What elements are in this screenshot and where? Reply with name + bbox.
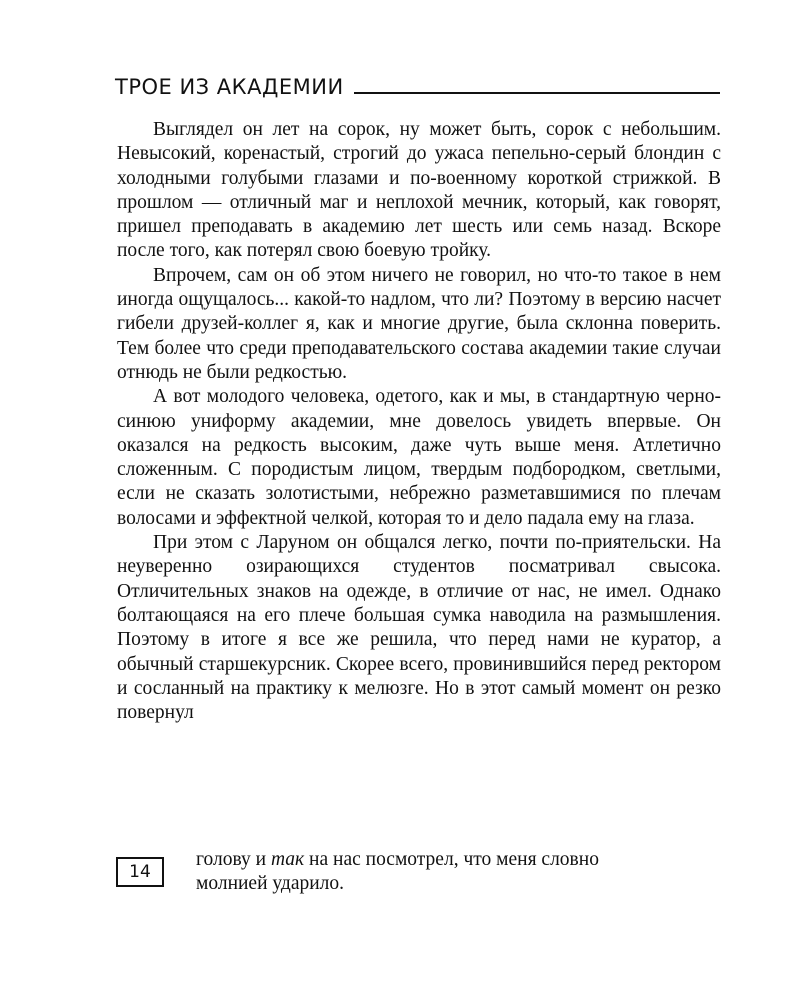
emphasized-word: так <box>270 849 305 870</box>
paragraph-4: При этом с Ларуном он общался легко, почти по-приятельски. На неуверенно озирающихся студентов посматривал свысока. Отличительных знаков на одежде, в отличие от нас, не имел. Однако болтающаяся на его плече большая сумка наводила на размышления. Поэтому в итоге я все же решила, что перед нами не куратор, а обычный старшекурсник. Скорее всего, провинившийся перед ректором и сосланный на практику к мелюзге. Но в этот самый момент он резко повернул <box>117 532 721 724</box>
continuation-line-1 <box>196 848 721 872</box>
continuation-line-2: молнией ударило. <box>196 873 345 895</box>
running-header <box>115 74 720 100</box>
paragraph-2: Впрочем, сам он об этом ничего не говорил, но что-то такое в нем иногда ощущалось... какой-то надлом, что ли? Поэтому в версию насчет гибели друзей-коллег я, как и многие другие, была склонна поверить. Тем более что среди преподавательского состава академии такие случаи отнюдь не были редкостью. <box>117 264 721 383</box>
book-title: ТРОЕ ИЗ АКАДЕМИИ <box>115 75 344 99</box>
continuation-text-before: голову и <box>196 849 271 870</box>
page-number: 14 <box>116 857 164 887</box>
paragraph-4-continuation <box>196 848 721 897</box>
paragraph-1: Выглядел он лет на сорок, ну может быть, сорок с небольшим. Невысокий, коренастый, строгий до ужаса пепельно-серый блондин с холодными голубыми глазами и по-военному короткой стрижкой. В прошлом — отличный маг и неплохой мечник, который, как говорят, пришел преподавать в академию лет шесть или семь назад. Вскоре после того, как потерял свою боевую тройку. <box>117 119 721 262</box>
header-rule <box>354 92 720 94</box>
paragraph-3: А вот молодого человека, одетого, как и мы, в стандартную черно-синюю униформу академии, мне довелось увидеть впервые. Он оказался на редкость высоким, даже чуть выше меня. Атлетично сложенным. С породистым лицом, твердым подбородком, светлыми, если не сказать золотистыми, небрежно разметавшимися по плечам волосами и эффектной челкой, которая то и дело падала ему на глаза. <box>117 386 721 529</box>
page-body <box>117 118 721 725</box>
continuation-text-after: на нас посмотрел, что меня словно <box>304 849 599 870</box>
